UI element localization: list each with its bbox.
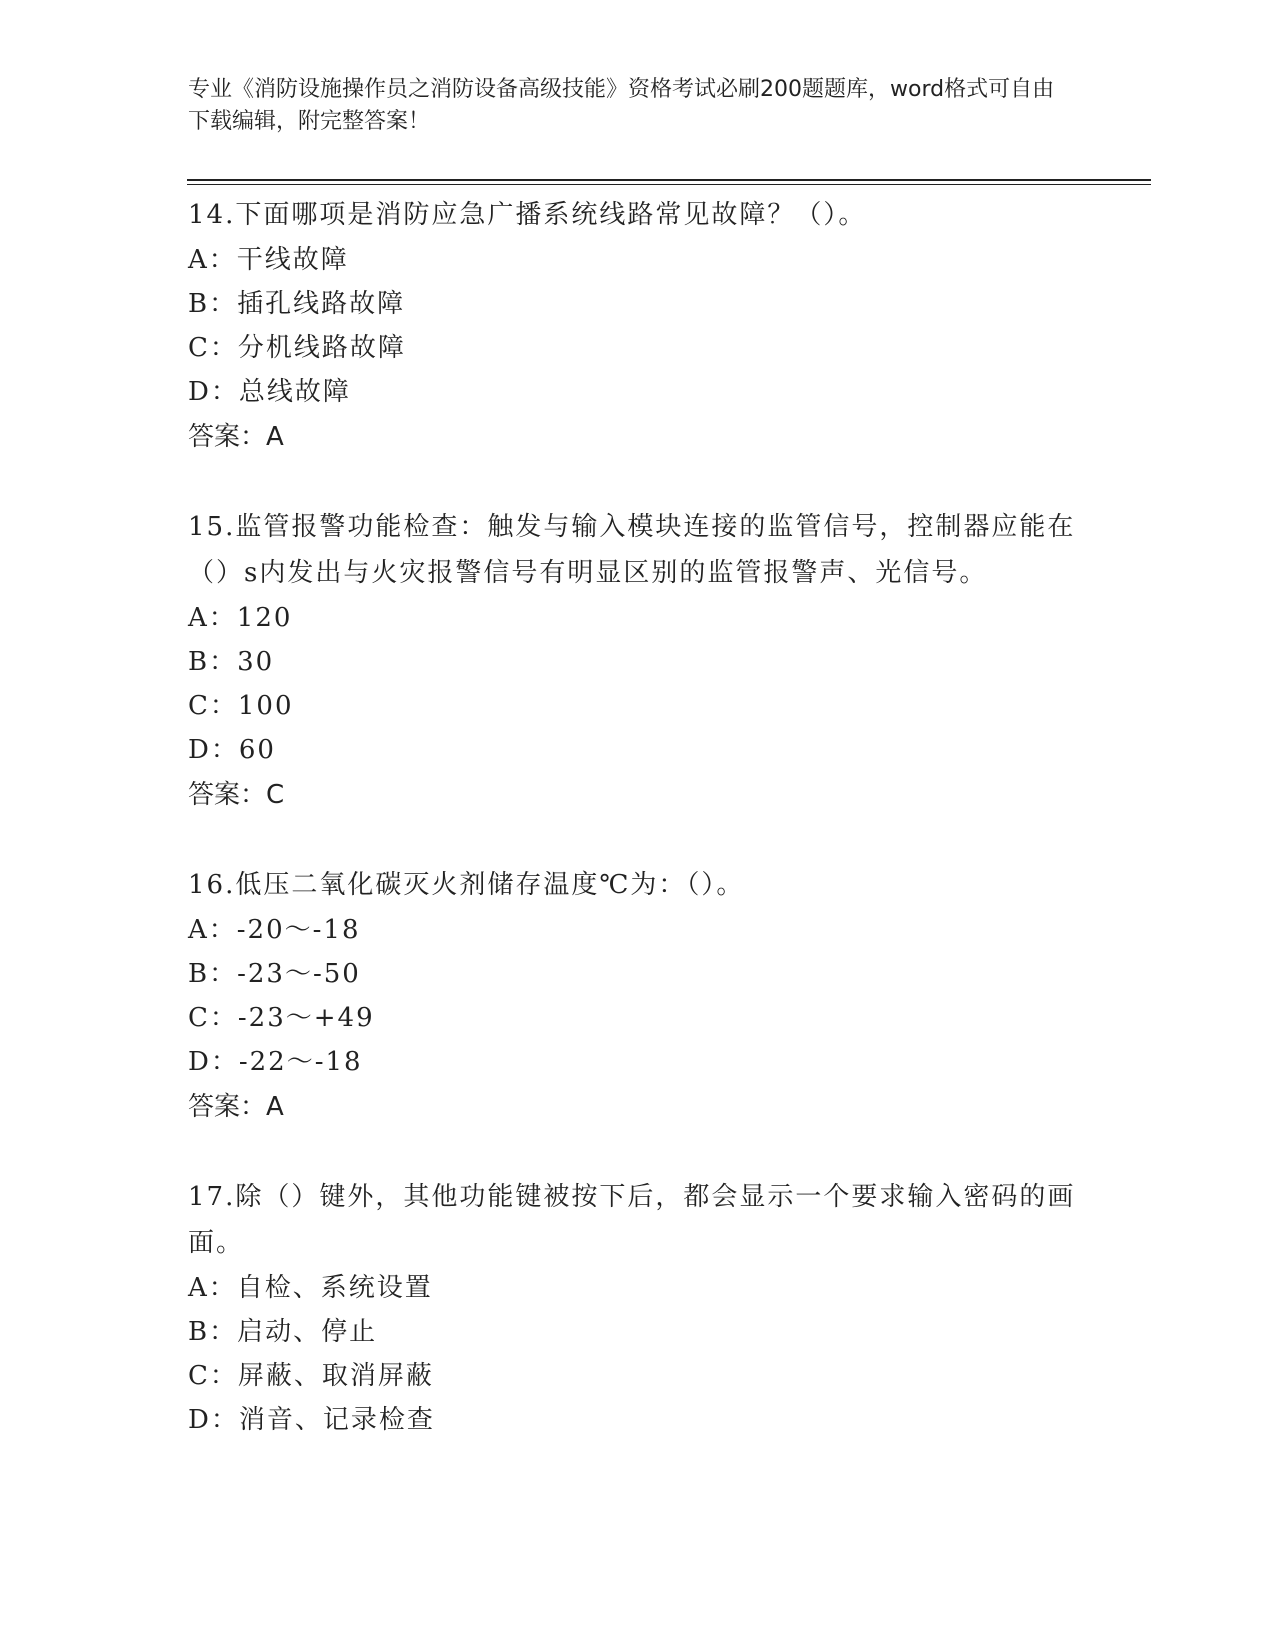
option-b: B：-23～-50 xyxy=(188,959,361,989)
option-b: B：30 xyxy=(188,647,275,677)
option-d: D：消音、记录检查 xyxy=(188,1405,435,1435)
document-header: 专业《消防设施操作员之消防设备高级技能》资格考试必刷200题题库，word格式可自由下载编辑，附完整答案！ xyxy=(188,77,1055,134)
option-c: C：100 xyxy=(188,691,294,721)
question-15 xyxy=(188,504,1078,818)
question-list xyxy=(188,192,1078,1442)
question-16 xyxy=(188,862,1078,1130)
option-c: C：-23～+49 xyxy=(188,1003,375,1033)
option-d: D：总线故障 xyxy=(188,377,351,407)
option-c: C：分机线路故障 xyxy=(188,333,406,363)
option-c: C：屏蔽、取消屏蔽 xyxy=(188,1361,434,1391)
question-14 xyxy=(188,192,1078,460)
question-17 xyxy=(188,1174,1078,1442)
answer: 答案：A xyxy=(188,422,284,452)
option-a: A：干线故障 xyxy=(188,245,349,275)
answer: 答案：C xyxy=(188,780,285,810)
question-text: 16.低压二氧化碳灭火剂储存温度℃为：（）。 xyxy=(188,870,745,900)
question-text: 15.监管报警功能检查：触发与输入模块连接的监管信号，控制器应能在（）s内发出与火灾报警信号有明显区别的监管报警声、光信号。 xyxy=(188,512,1076,588)
option-a: A：-20～-18 xyxy=(188,915,361,945)
question-text: 17.除（）键外，其他功能键被按下后，都会显示一个要求输入密码的画面。 xyxy=(188,1182,1076,1258)
header-divider-thin xyxy=(187,184,1151,185)
option-b: B：启动、停止 xyxy=(188,1317,378,1347)
option-d: D：60 xyxy=(188,735,276,765)
header-divider-thick xyxy=(187,179,1151,181)
question-text: 14.下面哪项是消防应急广播系统线路常见故障？（）。 xyxy=(188,200,867,230)
option-a: A：120 xyxy=(188,603,293,633)
option-d: D：-22～-18 xyxy=(188,1047,363,1077)
option-b: B：插孔线路故障 xyxy=(188,289,406,319)
option-a: A：自检、系统设置 xyxy=(188,1273,433,1303)
answer: 答案：A xyxy=(188,1092,284,1122)
